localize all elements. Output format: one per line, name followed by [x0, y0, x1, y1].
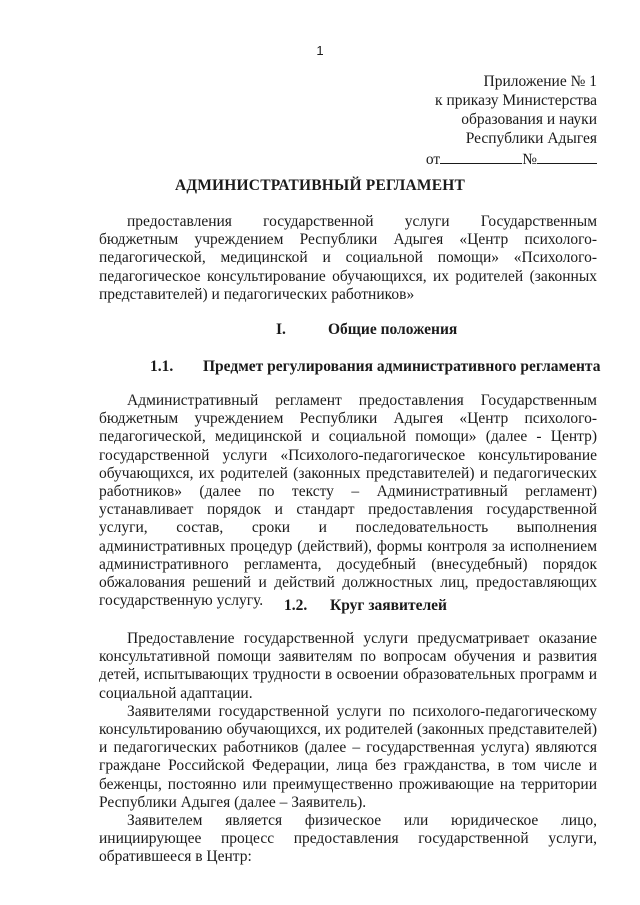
document-subtitle: предоставления государственной услуги Государственным бюджетным учреждением Республики Адыгея «Центр психолого-педагогической, медицинской и социальной помощи» «Психолого-педагогическое консультирование обучающихся, их родителей (законных представителей) и педагогических работников»	[99, 213, 597, 303]
date-blank	[440, 149, 522, 164]
paragraph: Предоставление государственной услуги предусматривает оказание консультативной помощи заявителям по вопросам обучения и развития детей, испытывающих трудности в освоении образовательных программ и социальной адаптации.	[99, 630, 597, 702]
section-1-2-body	[99, 630, 597, 867]
section-number: 1.1.	[150, 358, 174, 375]
approval-line-1: Приложение № 1	[483, 73, 597, 90]
approval-line-3: образования и науки	[461, 111, 597, 128]
section-number: 1.2.	[284, 597, 308, 614]
section-1-1-body	[99, 392, 597, 610]
from-label: от	[425, 151, 441, 168]
number-blank	[537, 149, 597, 164]
document-title: АДМИНИСТРАТИВНЫЙ РЕГЛАМЕНТ	[174, 177, 466, 194]
approval-line-2: к приказу Министерства	[435, 92, 597, 109]
page-number: 1	[316, 43, 324, 58]
approval-block	[367, 72, 597, 169]
section-title: Круг заявителей	[330, 597, 447, 614]
paragraph: Заявителями государственной услуги по психолого-педагогическому консультированию обучающихся, их родителей (законных представителей) и педагогических работников (далее – государственная услуга) являются граждане Российской Федерации, лица без гражданства, в том числе и беженцы, постоянно или преимущественно проживающие на территории Республики Адыгея (далее – Заявитель).	[99, 702, 597, 811]
approval-line-4: Республики Адыгея	[465, 130, 597, 147]
section-title: Общие положения	[328, 321, 458, 338]
paragraph: Административный регламент предоставления Государственным бюджетным учреждением Республики Адыгея «Центр психолого-педагогической, медицинской и социальной помощи» (далее - Центр) государственной услуги «Психолого-педагогическое консультирование обучающихся, их родителей (законных представителей) и педагогических работников» (далее по тексту – Административный регламент) устанавливает порядок и стандарт предоставления государственной услуги, состав, сроки и последовательность выполнения административных процедур (действий), формы контроля за исполнением административного регламента, досудебный (внесудебный) порядок обжалования решений и действий должностных лиц, предоставляющих государственную услугу.	[99, 392, 597, 610]
approval-date-number-line	[367, 149, 597, 169]
section-number: I.	[276, 321, 286, 338]
paragraph: Заявителем является физическое или юридическое лицо, инициирующее процесс предоставления государственной услуги, обратившееся в Центр:	[99, 812, 597, 866]
number-label: №	[522, 151, 537, 168]
section-title: Предмет регулирования административного регламента	[203, 358, 601, 375]
